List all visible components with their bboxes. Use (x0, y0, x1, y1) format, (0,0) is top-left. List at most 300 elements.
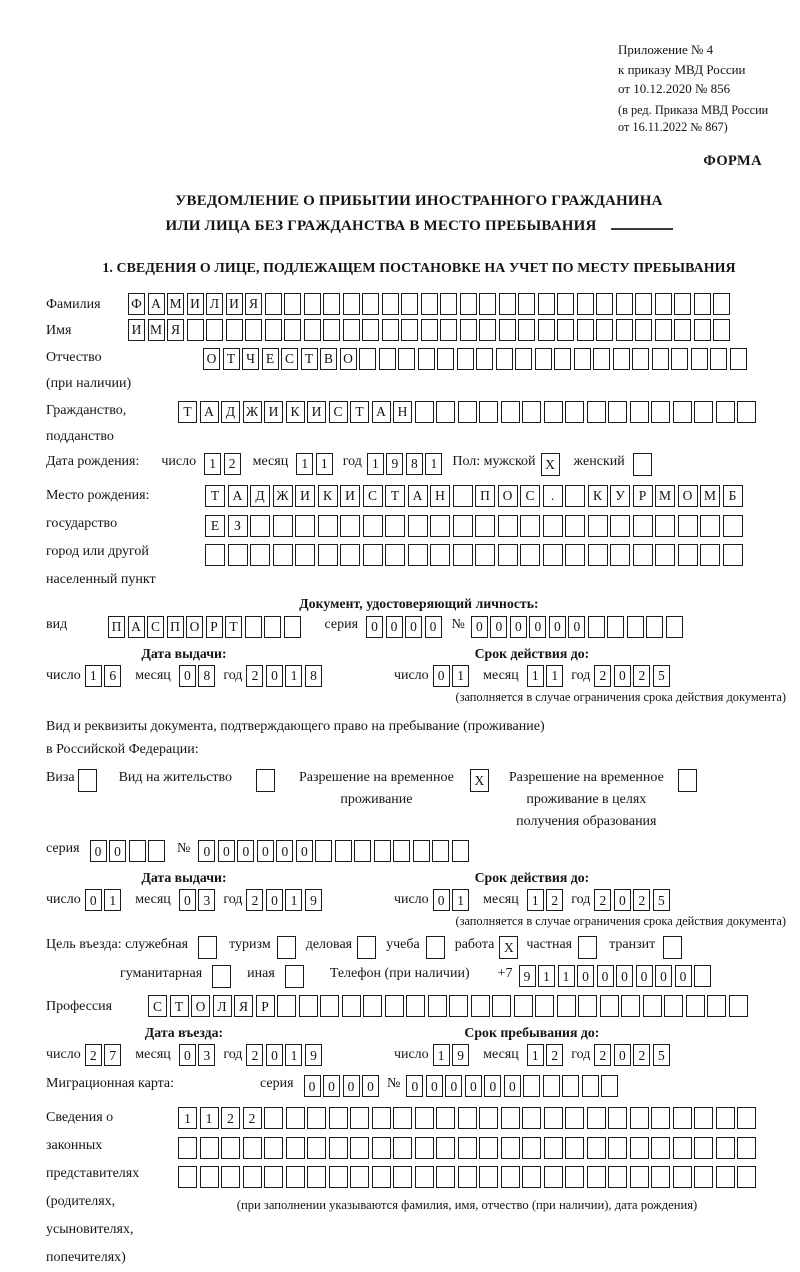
char-cell[interactable] (401, 319, 418, 341)
char-cell[interactable] (520, 544, 540, 566)
char-cell[interactable]: 8 (198, 665, 215, 687)
char-cell[interactable] (501, 1107, 520, 1129)
char-cell[interactable] (476, 348, 493, 370)
char-cell[interactable] (408, 515, 428, 537)
char-cell[interactable]: 1 (296, 453, 313, 475)
char-cell[interactable] (479, 293, 496, 315)
char-cell[interactable] (666, 616, 683, 638)
permit-series-cells[interactable] (90, 840, 166, 862)
char-cell[interactable] (307, 1166, 326, 1188)
char-cell[interactable]: 5 (653, 665, 670, 687)
char-cell[interactable] (413, 840, 430, 862)
temp-permit-checkbox[interactable] (470, 769, 489, 792)
char-cell[interactable]: П (475, 485, 495, 507)
char-cell[interactable] (458, 1137, 477, 1159)
char-cell[interactable]: 9 (519, 965, 536, 987)
char-cell[interactable] (608, 1137, 627, 1159)
char-cell[interactable]: 0 (218, 840, 235, 862)
char-cell[interactable] (655, 319, 672, 341)
char-cell[interactable] (627, 616, 644, 638)
char-cell[interactable]: Е (205, 515, 225, 537)
char-cell[interactable]: О (191, 995, 210, 1017)
char-cell[interactable] (565, 401, 584, 423)
char-cell[interactable]: 0 (636, 965, 653, 987)
char-cell[interactable] (382, 319, 399, 341)
char-cell[interactable]: 7 (104, 1044, 121, 1066)
char-cell[interactable]: Л (213, 995, 232, 1017)
char-cell[interactable]: 1 (433, 1044, 450, 1066)
char-cell[interactable] (588, 544, 608, 566)
char-cell[interactable]: 6 (104, 665, 121, 687)
char-cell[interactable]: 0 (597, 965, 614, 987)
char-cell[interactable] (492, 995, 511, 1017)
char-cell[interactable] (432, 840, 449, 862)
purpose-official-checkbox[interactable] (198, 936, 217, 959)
char-cell[interactable] (372, 1137, 391, 1159)
char-cell[interactable]: 0 (257, 840, 274, 862)
char-cell[interactable] (578, 995, 597, 1017)
char-cell[interactable]: 1 (285, 889, 302, 911)
char-cell[interactable] (421, 319, 438, 341)
char-cell[interactable] (295, 515, 315, 537)
birthplace-row1-cells[interactable] (205, 485, 743, 507)
char-cell[interactable] (206, 319, 223, 341)
char-cell[interactable]: 0 (362, 1075, 379, 1097)
birth-day-cells[interactable] (204, 453, 241, 475)
char-cell[interactable]: И (128, 319, 145, 341)
char-cell[interactable]: И (307, 401, 326, 423)
char-cell[interactable] (415, 1166, 434, 1188)
char-cell[interactable] (264, 1107, 283, 1129)
char-cell[interactable]: А (200, 401, 219, 423)
char-cell[interactable] (608, 1107, 627, 1129)
char-cell[interactable] (393, 1166, 412, 1188)
char-cell[interactable]: 0 (471, 616, 488, 638)
char-cell[interactable]: 2 (246, 889, 263, 911)
char-cell[interactable]: И (226, 293, 243, 315)
char-cell[interactable] (557, 995, 576, 1017)
char-cell[interactable]: 0 (433, 889, 450, 911)
char-cell[interactable] (562, 1075, 579, 1097)
edu-permit-checkbox[interactable] (678, 769, 697, 792)
char-cell[interactable]: 0 (366, 616, 383, 638)
char-cell[interactable]: К (588, 485, 608, 507)
entry-year-cells[interactable] (246, 1044, 322, 1066)
purpose-work-checkbox[interactable] (499, 936, 518, 959)
char-cell[interactable]: 1 (178, 1107, 197, 1129)
char-cell[interactable] (635, 319, 652, 341)
char-cell[interactable]: 0 (655, 965, 672, 987)
char-cell[interactable] (655, 544, 675, 566)
char-cell[interactable]: 1 (527, 889, 544, 911)
char-cell[interactable]: 3 (198, 889, 215, 911)
purpose-other-checkbox[interactable] (285, 965, 304, 988)
char-cell[interactable] (460, 293, 477, 315)
char-cell[interactable] (587, 1107, 606, 1129)
char-cell[interactable]: М (167, 293, 184, 315)
char-cell[interactable]: 0 (529, 616, 546, 638)
char-cell[interactable]: 2 (546, 889, 563, 911)
char-cell[interactable]: X (470, 769, 489, 792)
char-cell[interactable]: П (167, 616, 184, 638)
char-cell[interactable] (673, 401, 692, 423)
char-cell[interactable]: 0 (614, 665, 631, 687)
char-cell[interactable] (630, 1107, 649, 1129)
char-cell[interactable] (440, 293, 457, 315)
permit-issue-day-cells[interactable] (85, 889, 122, 911)
char-cell[interactable] (385, 544, 405, 566)
char-cell[interactable] (674, 319, 691, 341)
char-cell[interactable] (632, 348, 649, 370)
char-cell[interactable]: В (320, 348, 337, 370)
char-cell[interactable] (501, 1137, 520, 1159)
sex-male-checkbox[interactable] (541, 453, 560, 476)
char-cell[interactable]: 2 (546, 1044, 563, 1066)
char-cell[interactable]: Т (350, 401, 369, 423)
char-cell[interactable] (587, 1137, 606, 1159)
char-cell[interactable] (514, 995, 533, 1017)
char-cell[interactable]: 8 (305, 665, 322, 687)
char-cell[interactable] (737, 401, 756, 423)
char-cell[interactable]: . (543, 485, 563, 507)
char-cell[interactable] (544, 1137, 563, 1159)
char-cell[interactable]: 1 (538, 965, 555, 987)
char-cell[interactable] (608, 401, 627, 423)
char-cell[interactable]: 0 (614, 889, 631, 911)
char-cell[interactable] (418, 348, 435, 370)
char-cell[interactable] (694, 1137, 713, 1159)
char-cell[interactable] (518, 293, 535, 315)
char-cell[interactable] (520, 515, 540, 537)
char-cell[interactable] (187, 319, 204, 341)
char-cell[interactable] (286, 1137, 305, 1159)
char-cell[interactable]: 2 (633, 889, 650, 911)
char-cell[interactable] (304, 293, 321, 315)
char-cell[interactable]: Т (223, 348, 240, 370)
char-cell[interactable] (307, 1107, 326, 1129)
char-cell[interactable] (393, 840, 410, 862)
char-cell[interactable] (730, 348, 747, 370)
char-cell[interactable] (737, 1107, 756, 1129)
char-cell[interactable]: 0 (549, 616, 566, 638)
char-cell[interactable]: 0 (179, 889, 196, 911)
char-cell[interactable] (307, 1137, 326, 1159)
char-cell[interactable] (479, 1107, 498, 1129)
permit-issue-month-cells[interactable] (179, 889, 216, 911)
char-cell[interactable]: 0 (386, 616, 403, 638)
char-cell[interactable] (501, 1166, 520, 1188)
surname-cells[interactable] (128, 293, 730, 315)
representatives-row1-cells[interactable] (178, 1107, 756, 1129)
char-cell[interactable]: 1 (104, 889, 121, 911)
char-cell[interactable] (458, 1166, 477, 1188)
char-cell[interactable]: 2 (246, 1044, 263, 1066)
char-cell[interactable]: А (128, 616, 145, 638)
birthplace-row2-cells[interactable] (205, 515, 743, 537)
char-cell[interactable]: Н (430, 485, 450, 507)
char-cell[interactable]: 8 (406, 453, 423, 475)
profession-cells[interactable] (148, 995, 748, 1017)
char-cell[interactable] (350, 1107, 369, 1129)
char-cell[interactable]: 1 (285, 1044, 302, 1066)
char-cell[interactable]: С (147, 616, 164, 638)
char-cell[interactable] (228, 544, 248, 566)
char-cell[interactable] (453, 544, 473, 566)
char-cell[interactable] (565, 544, 585, 566)
char-cell[interactable]: 2 (594, 665, 611, 687)
char-cell[interactable] (601, 1075, 618, 1097)
title-underline-blank[interactable] (611, 213, 673, 230)
char-cell[interactable] (577, 319, 594, 341)
stay-month-cells[interactable] (527, 1044, 564, 1066)
char-cell[interactable] (449, 995, 468, 1017)
char-cell[interactable] (285, 965, 304, 988)
char-cell[interactable] (664, 995, 683, 1017)
purpose-private-checkbox[interactable] (578, 936, 597, 959)
char-cell[interactable] (499, 319, 516, 341)
char-cell[interactable]: 2 (243, 1107, 262, 1129)
char-cell[interactable]: Е (262, 348, 279, 370)
char-cell[interactable]: А (148, 293, 165, 315)
char-cell[interactable] (295, 544, 315, 566)
purpose-tourism-checkbox[interactable] (277, 936, 296, 959)
char-cell[interactable] (651, 1166, 670, 1188)
char-cell[interactable] (343, 319, 360, 341)
char-cell[interactable] (498, 515, 518, 537)
char-cell[interactable] (565, 1107, 584, 1129)
char-cell[interactable] (129, 840, 146, 862)
char-cell[interactable] (245, 616, 262, 638)
char-cell[interactable] (557, 293, 574, 315)
char-cell[interactable]: 0 (179, 665, 196, 687)
char-cell[interactable] (578, 936, 597, 959)
char-cell[interactable]: 2 (246, 665, 263, 687)
char-cell[interactable] (273, 544, 293, 566)
doc-issue-year-cells[interactable] (246, 665, 322, 687)
char-cell[interactable]: Ж (243, 401, 262, 423)
char-cell[interactable]: 9 (452, 1044, 469, 1066)
permit-valid-month-cells[interactable] (527, 889, 564, 911)
char-cell[interactable]: И (264, 401, 283, 423)
purpose-humanitarian-checkbox[interactable] (212, 965, 231, 988)
char-cell[interactable] (178, 1166, 197, 1188)
char-cell[interactable]: Т (301, 348, 318, 370)
char-cell[interactable] (286, 1107, 305, 1129)
char-cell[interactable] (408, 544, 428, 566)
char-cell[interactable] (523, 1075, 540, 1097)
char-cell[interactable]: А (372, 401, 391, 423)
char-cell[interactable]: 2 (633, 1044, 650, 1066)
char-cell[interactable] (479, 401, 498, 423)
char-cell[interactable] (362, 293, 379, 315)
char-cell[interactable] (621, 995, 640, 1017)
char-cell[interactable] (78, 769, 97, 792)
char-cell[interactable] (678, 515, 698, 537)
char-cell[interactable] (340, 544, 360, 566)
char-cell[interactable]: Д (250, 485, 270, 507)
char-cell[interactable] (385, 995, 404, 1017)
given-name-cells[interactable] (128, 319, 730, 341)
char-cell[interactable] (522, 1107, 541, 1129)
char-cell[interactable] (565, 515, 585, 537)
char-cell[interactable]: 2 (594, 889, 611, 911)
char-cell[interactable] (264, 1166, 283, 1188)
char-cell[interactable]: 1 (425, 453, 442, 475)
visa-checkbox[interactable] (78, 769, 97, 792)
char-cell[interactable] (737, 1166, 756, 1188)
char-cell[interactable] (737, 1137, 756, 1159)
char-cell[interactable] (304, 319, 321, 341)
char-cell[interactable] (543, 1075, 560, 1097)
char-cell[interactable] (671, 348, 688, 370)
residence-permit-checkbox[interactable] (256, 769, 275, 792)
char-cell[interactable] (616, 293, 633, 315)
char-cell[interactable] (372, 1107, 391, 1129)
char-cell[interactable] (716, 1137, 735, 1159)
char-cell[interactable] (198, 936, 217, 959)
char-cell[interactable] (342, 995, 361, 1017)
char-cell[interactable]: У (610, 485, 630, 507)
char-cell[interactable] (453, 515, 473, 537)
char-cell[interactable]: С (520, 485, 540, 507)
char-cell[interactable] (633, 453, 652, 476)
char-cell[interactable] (673, 1107, 692, 1129)
char-cell[interactable]: М (700, 485, 720, 507)
char-cell[interactable] (707, 995, 726, 1017)
char-cell[interactable]: К (318, 485, 338, 507)
char-cell[interactable] (457, 348, 474, 370)
char-cell[interactable] (363, 515, 383, 537)
doc-issue-day-cells[interactable] (85, 665, 122, 687)
char-cell[interactable] (329, 1107, 348, 1129)
birth-month-cells[interactable] (296, 453, 333, 475)
representatives-row3-cells[interactable] (178, 1166, 756, 1188)
char-cell[interactable]: 1 (200, 1107, 219, 1129)
char-cell[interactable] (694, 319, 711, 341)
char-cell[interactable] (221, 1166, 240, 1188)
migcard-series-cells[interactable] (304, 1075, 380, 1097)
char-cell[interactable]: 0 (614, 1044, 631, 1066)
phone-cells[interactable] (519, 965, 712, 987)
char-cell[interactable]: 1 (316, 453, 333, 475)
char-cell[interactable] (436, 1107, 455, 1129)
char-cell[interactable] (212, 965, 231, 988)
char-cell[interactable] (673, 1166, 692, 1188)
char-cell[interactable] (499, 293, 516, 315)
char-cell[interactable] (610, 515, 630, 537)
char-cell[interactable]: 0 (405, 616, 422, 638)
char-cell[interactable] (496, 348, 513, 370)
char-cell[interactable]: Т (170, 995, 189, 1017)
char-cell[interactable] (616, 319, 633, 341)
char-cell[interactable] (538, 319, 555, 341)
char-cell[interactable] (651, 1137, 670, 1159)
char-cell[interactable]: 0 (426, 1075, 443, 1097)
char-cell[interactable] (674, 293, 691, 315)
char-cell[interactable] (574, 348, 591, 370)
char-cell[interactable]: 9 (386, 453, 403, 475)
char-cell[interactable] (613, 348, 630, 370)
char-cell[interactable]: 0 (266, 1044, 283, 1066)
char-cell[interactable] (479, 1166, 498, 1188)
char-cell[interactable]: М (148, 319, 165, 341)
char-cell[interactable]: 3 (198, 1044, 215, 1066)
char-cell[interactable] (729, 995, 748, 1017)
char-cell[interactable] (475, 544, 495, 566)
char-cell[interactable]: С (329, 401, 348, 423)
char-cell[interactable] (713, 293, 730, 315)
char-cell[interactable] (226, 319, 243, 341)
char-cell[interactable] (544, 401, 563, 423)
char-cell[interactable] (430, 544, 450, 566)
char-cell[interactable] (277, 936, 296, 959)
char-cell[interactable] (635, 293, 652, 315)
migcard-number-cells[interactable] (406, 1075, 618, 1097)
char-cell[interactable] (544, 1107, 563, 1129)
char-cell[interactable] (700, 515, 720, 537)
char-cell[interactable]: 1 (527, 1044, 544, 1066)
purpose-transit-checkbox[interactable] (663, 936, 682, 959)
char-cell[interactable] (350, 1137, 369, 1159)
char-cell[interactable]: Р (633, 485, 653, 507)
char-cell[interactable]: Р (256, 995, 275, 1017)
char-cell[interactable]: Я (245, 293, 262, 315)
char-cell[interactable] (452, 840, 469, 862)
char-cell[interactable] (596, 319, 613, 341)
stay-year-cells[interactable] (594, 1044, 670, 1066)
char-cell[interactable] (415, 401, 434, 423)
char-cell[interactable]: 1 (85, 665, 102, 687)
char-cell[interactable]: 1 (452, 889, 469, 911)
char-cell[interactable] (646, 616, 663, 638)
char-cell[interactable] (522, 1166, 541, 1188)
entry-day-cells[interactable] (85, 1044, 122, 1066)
char-cell[interactable] (284, 293, 301, 315)
char-cell[interactable] (398, 348, 415, 370)
char-cell[interactable] (401, 293, 418, 315)
char-cell[interactable] (286, 1166, 305, 1188)
char-cell[interactable]: М (655, 485, 675, 507)
purpose-study-checkbox[interactable] (426, 936, 445, 959)
char-cell[interactable] (430, 515, 450, 537)
char-cell[interactable] (630, 1137, 649, 1159)
char-cell[interactable] (428, 995, 447, 1017)
char-cell[interactable] (426, 936, 445, 959)
char-cell[interactable]: 0 (490, 616, 507, 638)
char-cell[interactable]: И (187, 293, 204, 315)
char-cell[interactable] (716, 401, 735, 423)
char-cell[interactable] (354, 840, 371, 862)
char-cell[interactable]: Я (234, 995, 253, 1017)
char-cell[interactable] (350, 1166, 369, 1188)
char-cell[interactable] (655, 515, 675, 537)
char-cell[interactable] (362, 319, 379, 341)
char-cell[interactable] (479, 319, 496, 341)
char-cell[interactable] (458, 1107, 477, 1129)
char-cell[interactable] (663, 936, 682, 959)
char-cell[interactable] (250, 515, 270, 537)
char-cell[interactable] (374, 840, 391, 862)
char-cell[interactable] (440, 319, 457, 341)
char-cell[interactable] (651, 1107, 670, 1129)
char-cell[interactable]: X (541, 453, 560, 476)
char-cell[interactable]: 0 (237, 840, 254, 862)
char-cell[interactable] (415, 1137, 434, 1159)
char-cell[interactable]: 5 (653, 889, 670, 911)
char-cell[interactable] (538, 293, 555, 315)
char-cell[interactable]: 1 (558, 965, 575, 987)
char-cell[interactable]: 0 (406, 1075, 423, 1097)
